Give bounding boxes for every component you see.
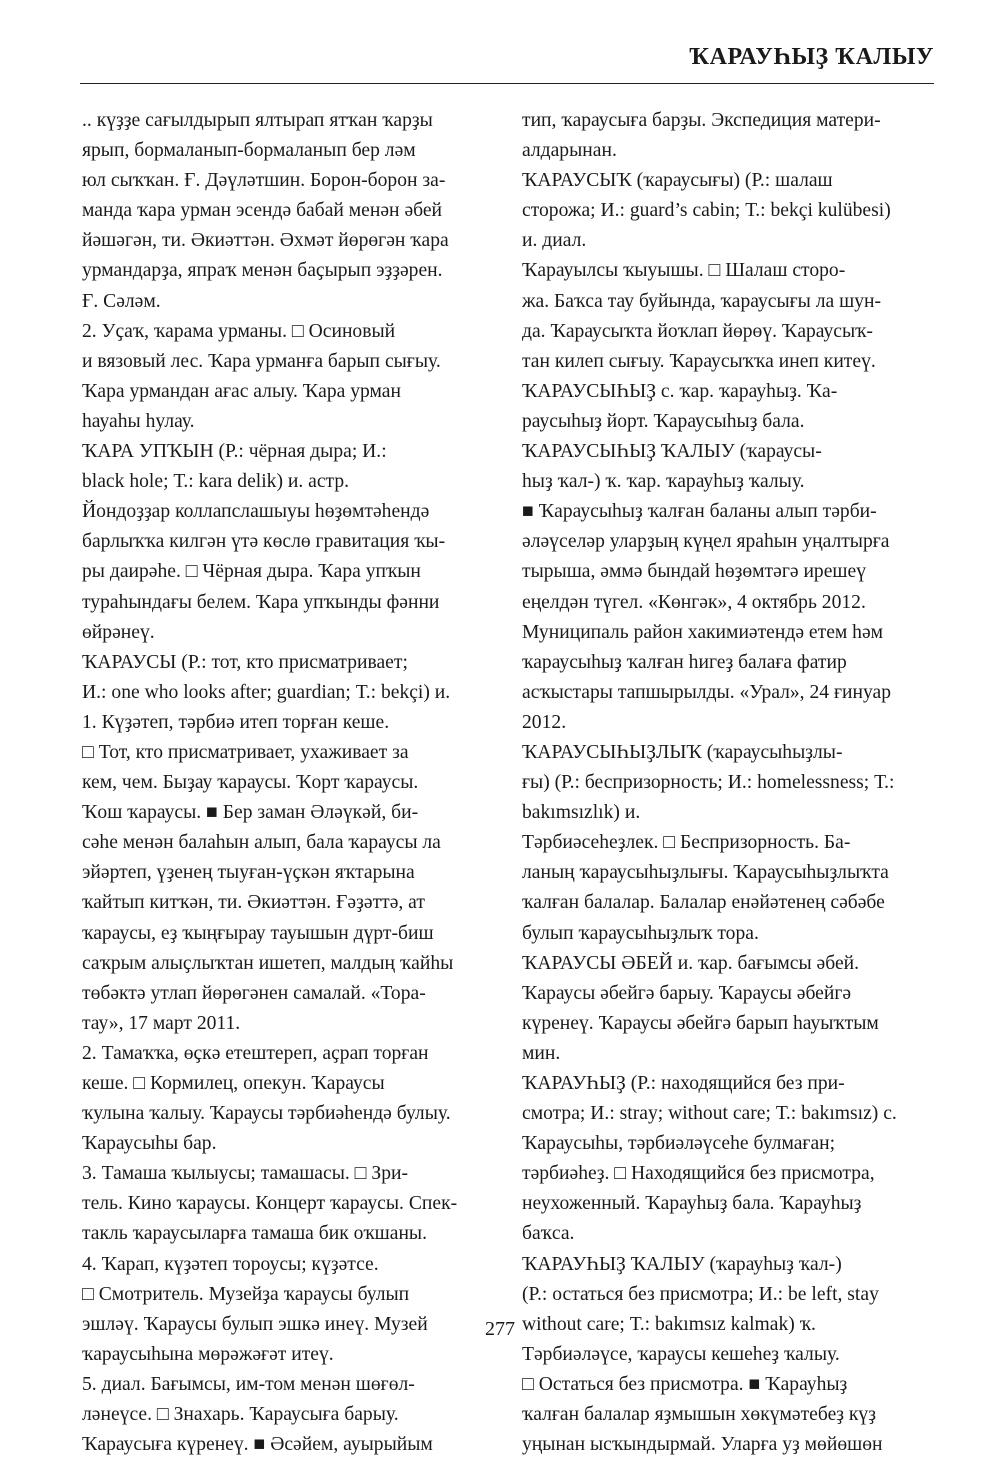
text-line: тырыша, әммә бындай һөҙөмтәгә ирешеү — [522, 561, 867, 583]
text-line: ҡулына ҡалыу. Ҡараусы тәрбиәһендә булыу. — [82, 1103, 451, 1125]
text-line: жа. Баҡса тау буйында, ҡараусығы ла шун- — [522, 290, 882, 312]
text-line: и вязовый лес. Ҡара урманға барып сығыу. — [82, 350, 441, 372]
text-line: неухоженный. Ҡарауһыҙ бала. Ҡарауһыҙ — [522, 1193, 862, 1215]
text-line: ҡараусы, еҙ ҡыңғырау тауышын дүрт-биш — [82, 922, 434, 944]
text-line: уңынан ысҡындырмай. Уларға уҙ мөйөшөн — [522, 1434, 883, 1456]
text-line: эйәртеп, үҙенең тыуған-үҫкән яҡтарына — [82, 862, 415, 884]
text-line: ҡараусыһына мөрәжәғәт итеү. — [82, 1343, 334, 1365]
text-line: алдарынан. — [522, 140, 617, 162]
text-line: □ Смотритель. Музейҙа ҡараусы булып — [82, 1283, 410, 1305]
text-line: 4. Ҡарап, күҙәтеп тороусы; күҙәтсе. — [82, 1253, 379, 1275]
text-line: һыҙ ҡал-) ҡ. ҡар. ҡарауһыҙ ҡалыу. — [522, 471, 805, 493]
text-line: ҡайтып китҡән, ти. Әкиәттән. Ғәҙәттә, ат — [82, 892, 425, 914]
text-line: Муниципаль район хакимиәтендә етем һәм — [522, 621, 884, 643]
text-line: bakımsızlık) и. — [522, 802, 641, 824]
text-line: ҠАРАУҺЫҘ (Р.: находящийся без при- — [522, 1073, 845, 1094]
text-line: Тәрбиәләүсе, ҡараусы кешеһеҙ ҡалыу. — [522, 1343, 840, 1365]
right-column — [522, 106, 940, 1460]
text-line: 1. Күҙәтеп, тәрбиә итеп торған кеше. — [82, 711, 390, 733]
text-line: ләнеүсе. □ Знахарь. Ҡараусыға барыу. — [82, 1404, 399, 1426]
text-line: и. диал. — [522, 230, 587, 252]
text-line: ланың ҡараусыһыҙлығы. Ҡараусыһыҙлыҡта — [522, 862, 889, 884]
text-line: ярып, бормаланып-бормаланып бер ләм — [82, 140, 416, 162]
text-line: ҠАРАУСЫҺЫҘ ҠАЛЫУ (ҡараусы- — [522, 441, 822, 463]
text-line: мин. — [522, 1042, 561, 1064]
text-line: Ҡараусыға күренеү. ■ Әсәйем, ауырыйым — [82, 1434, 433, 1456]
text-line: without care; Т.: bakımsız kalmak) ҡ. — [522, 1313, 816, 1335]
text-line: 5. диал. Бағымсы, им-том менән шөғөл- — [82, 1373, 415, 1395]
text-line: ры даирәһе. □ Чёрная дыра. Ҡара упҡын — [82, 561, 421, 583]
text-line: 2. Тамаҡҡа, өҫкә етештереп, аҫрап торған — [82, 1042, 429, 1064]
text-line: тау», 17 март 2011. — [82, 1012, 241, 1034]
text-line: тәрбиәһеҙ. □ Находящийся без присмотра, — [522, 1163, 875, 1185]
text-line: юл сыҡҡан. Ғ. Дәүләтшин. Борон-борон за- — [82, 170, 446, 192]
text-line: Тәрбиәсеһеҙлек. □ Беспризорность. Ба- — [522, 832, 851, 854]
text-line: ғы) (Р.: беспризорность; И.: homelessness; Т.: — [522, 772, 895, 794]
text-line: ҡараусыһыҙ ҡалған һигеҙ балаға фатир — [522, 651, 847, 673]
text-line: ҠАРАУСЫҺЫҘ с. ҡар. ҡарауһыҙ. Ҡа- — [522, 380, 838, 402]
text-line: black hole; Т.: kara delik) и. астр. — [82, 471, 350, 493]
text-line: ҡалған балалар. Балалар енәйәтенең сәбәбе — [522, 892, 885, 914]
header-rule — [80, 83, 934, 84]
text-line: барлыҡҡа килгән үтә көслө гравитация ҡы- — [82, 531, 446, 553]
text-line: әләүселәр уларҙың күңел яраһын уңалтырға — [522, 531, 890, 553]
text-line: еңелдән түгел. «Көнгәк», 4 октябрь 2012. — [522, 591, 866, 613]
text-line: өйрәнеү. — [82, 621, 155, 643]
text-line: ҠАРАУҺЫҘ ҠАЛЫУ (ҡарауһыҙ ҡал-) — [522, 1253, 842, 1275]
text-line: ■ Ҡараусыһыҙ ҡалған баланы алып тәрби- — [522, 501, 877, 523]
text-line: Ҡараусыһы бар. — [82, 1133, 217, 1155]
text-line: 2012. — [522, 711, 567, 733]
text-line: баҡса. — [522, 1223, 575, 1245]
text-line: Ҡарауылсы ҡыуышы. □ Шалаш сторо- — [522, 260, 846, 282]
text-line: тель. Кино ҡараусы. Концерт ҡараусы. Спек- — [82, 1193, 458, 1215]
text-line: смотра; И.: stray; without care; Т.: bakımsız) с. — [522, 1103, 897, 1125]
text-line: Ҡараусы әбейгә барыу. Ҡараусы әбейгә — [522, 982, 852, 1004]
text-line: ҡалған балалар яҙмышын хөкүмәтебеҙ күҙ — [522, 1404, 876, 1426]
text-line: ҠАРАУСЫ (Р.: тот, кто присматривает; — [82, 651, 408, 673]
text-line: раусыһыҙ йорт. Ҡараусыһыҙ бала. — [522, 410, 805, 432]
text-line: тураһындағы белем. Ҡара упҡынды фәнни — [82, 591, 440, 613]
text-line: кем, чем. Быҙау ҡараусы. Ҡорт ҡараусы. — [82, 772, 419, 794]
page-number: 277 — [485, 1318, 515, 1340]
text-line: күренеү. Ҡараусы әбейгә барып һауыҡтым — [522, 1012, 879, 1034]
text-line: төбәктә утлап йөрөгәнен самалай. «Тора- — [82, 982, 426, 1004]
text-line: ҠАРА УПҠЫН (Р.: чёрная дыра; И.: — [82, 441, 387, 463]
text-line: Ҡара урмандан ағас алыу. Ҡара урман — [82, 380, 401, 402]
text-line: И.: one who looks after; guardian; Т.: bekçi) и. — [82, 681, 451, 703]
running-head: ҠАРАУҺЫҘ ҠАЛЫУ — [689, 44, 934, 70]
text-line: .. күҙҙе сағылдырып ялтырап ятҡан ҡарҙы — [82, 110, 433, 131]
left-column — [82, 106, 500, 1460]
text-line: ҠАРАУСЫҠ (ҡараусығы) (Р.: шалаш — [522, 170, 833, 192]
text-line: ҠАРАУСЫҺЫҘЛЫҠ (ҡараусыһыҙлы- — [522, 741, 843, 763]
text-line: да. Ҡараусыҡта йоҡлап йөрөү. Ҡараусыҡ- — [522, 320, 873, 342]
text-line: тан килеп сығыу. Ҡараусыҡҡа инеп китеү. — [522, 350, 876, 372]
text-line: □ Тот, кто присматривает, ухаживает за — [82, 741, 409, 763]
text-line: такль ҡараусыларға тамаша бик оҡшаны. — [82, 1223, 427, 1245]
text-line: саҡрым алыҫлыҡтан ишетеп, малдың ҡайһы — [82, 952, 454, 974]
text-line: йәшәгән, ти. Әкиәттән. Әхмәт йөрөгән ҡара — [82, 230, 449, 252]
text-line: Ғ. Сәләм. — [82, 290, 161, 312]
text-line: сторожа; И.: guard’s cabin; Т.: bekçi kulübesi) — [522, 200, 891, 222]
text-line: манда ҡара урман эсендә бабай менән әбей — [82, 200, 443, 222]
text-line: эшләү. Ҡараусы булып эшкә инеү. Музей — [82, 1313, 428, 1335]
text-line: Ҡараусыһы, тәрбиәләүсеһе булмаған; — [522, 1133, 836, 1155]
text-line: Йондоҙҙар коллапслашыуы һөҙөмтәһендә — [82, 501, 430, 523]
text-line: (Р.: остаться без присмотра; И.: be left, stay — [522, 1283, 879, 1305]
text-line: асҡыстары тапшырылды. «Урал», 24 ғинуар — [522, 681, 892, 703]
text-line: сәһе менән балаһын алып, бала ҡараусы ла — [82, 832, 441, 854]
text-line: һауаһы һулау. — [82, 410, 195, 432]
text-line: урмандарҙа, япраҡ менән баҫырып эҙҙәрен. — [82, 260, 443, 282]
text-line: 3. Тамаша ҡылыусы; тамашасы. □ Зри- — [82, 1163, 409, 1185]
text-line: тип, ҡараусыға барҙы. Экспедиция матери- — [522, 110, 881, 131]
text-line: ҠАРАУСЫ ӘБЕЙ и. ҡар. бағымсы әбей. — [522, 952, 860, 974]
text-line: Ҡош ҡараусы. ■ Бер заман Әләүкәй, би- — [82, 802, 419, 824]
text-line: булып ҡараусыһыҙлыҡ тора. — [522, 922, 759, 944]
text-line: □ Остаться без присмотра. ■ Ҡарауһыҙ — [522, 1373, 848, 1395]
text-line: кеше. □ Кормилец, опекун. Ҡараусы — [82, 1073, 385, 1094]
text-line: 2. Уҫаҡ, ҡарама урманы. □ Осиновый — [82, 320, 396, 342]
